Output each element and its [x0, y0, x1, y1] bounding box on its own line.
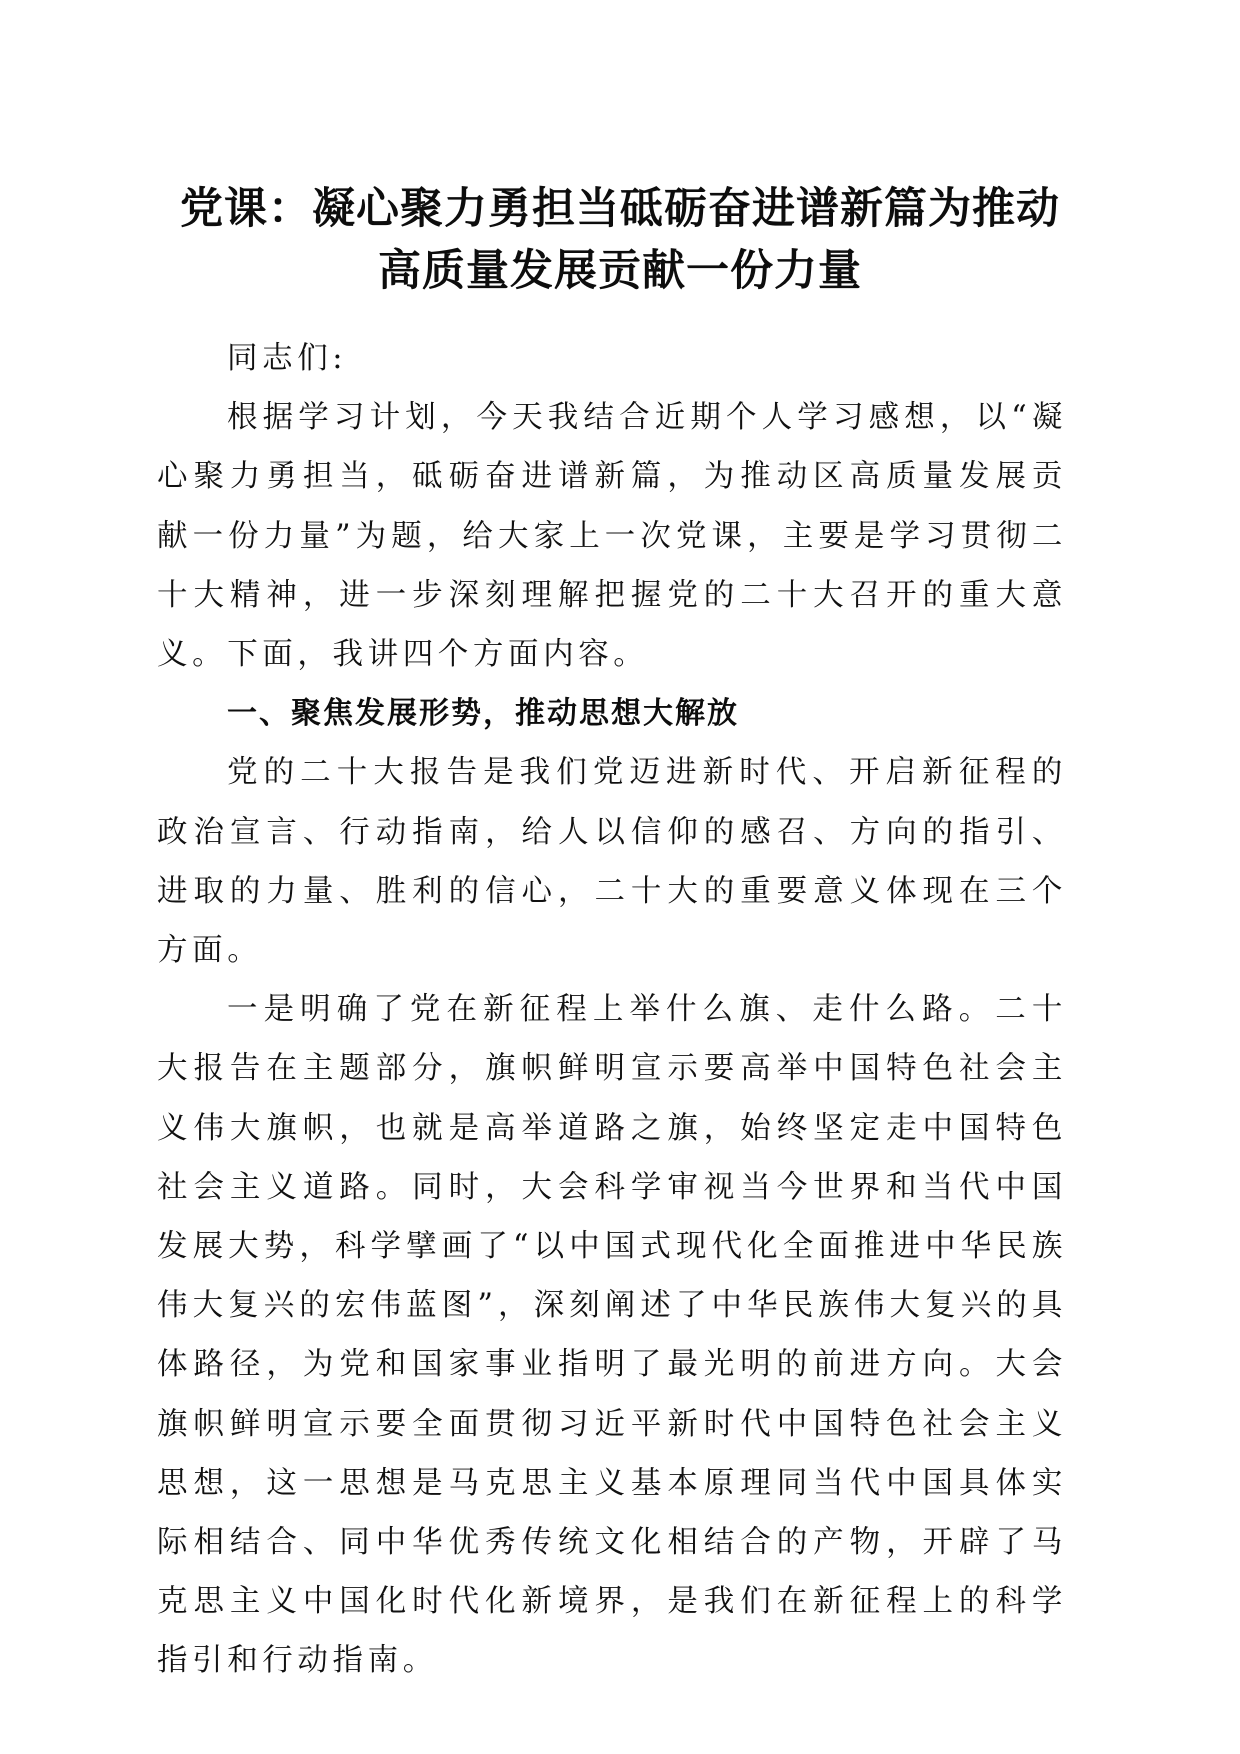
document-body — [157, 329, 1067, 1691]
section-heading-1: 一、聚焦发展形势，推动思想大解放 — [227, 696, 739, 732]
intro-paragraph: 根据学习计划，今天我结合近期个人学习感想，以“凝心聚力勇担当，砥砺奋进谱新篇，为推动区高质量发展贡献一份力量”为题，给大家上一次党课，主要是学习贯彻二十大精神，进一步深刻理解把握党的二十大召开的重大意义。下面，我讲四个方面内容。 — [157, 400, 1067, 673]
section-1-paragraph-2: 一是明确了党在新征程上举什么旗、走什么路。二十大报告在主题部分，旗帜鲜明宣示要高举中国特色社会主义伟大旗帜，也就是高举道路之旗，始终坚定走中国特色社会主义道路。同时，大会科学审视当今世界和当代中国发展大势，科学擘画了“以中国式现代化全面推进中华民族伟大复兴的宏伟蓝图”，深刻阐述了中华民族伟大复兴的具体路径，为党和国家事业指明了最光明的前进方向。大会旗帜鲜明宣示要全面贯彻习近平新时代中国特色社会主义思想，这一思想是马克思主义基本原理同当代中国具体实际相结合、同中华优秀传统文化相结合的产物，开辟了马克思主义中国化时代化新境界，是我们在新征程上的科学指引和行动指南。 — [157, 992, 1067, 1679]
document-title — [150, 178, 1090, 302]
title-line-1: 党课：凝心聚力勇担当砥砺奋进谱新篇为推动 — [180, 184, 1060, 234]
salutation: 同志们: — [227, 341, 348, 376]
title-line-2: 高质量发展贡献一份力量 — [378, 246, 862, 296]
section-1-paragraph-1: 党的二十大报告是我们党迈进新时代、开启新征程的政治宣言、行动指南，给人以信仰的感召、方向的指引、进取的力量、胜利的信心，二十大的重要意义体现在三个方面。 — [157, 755, 1067, 969]
